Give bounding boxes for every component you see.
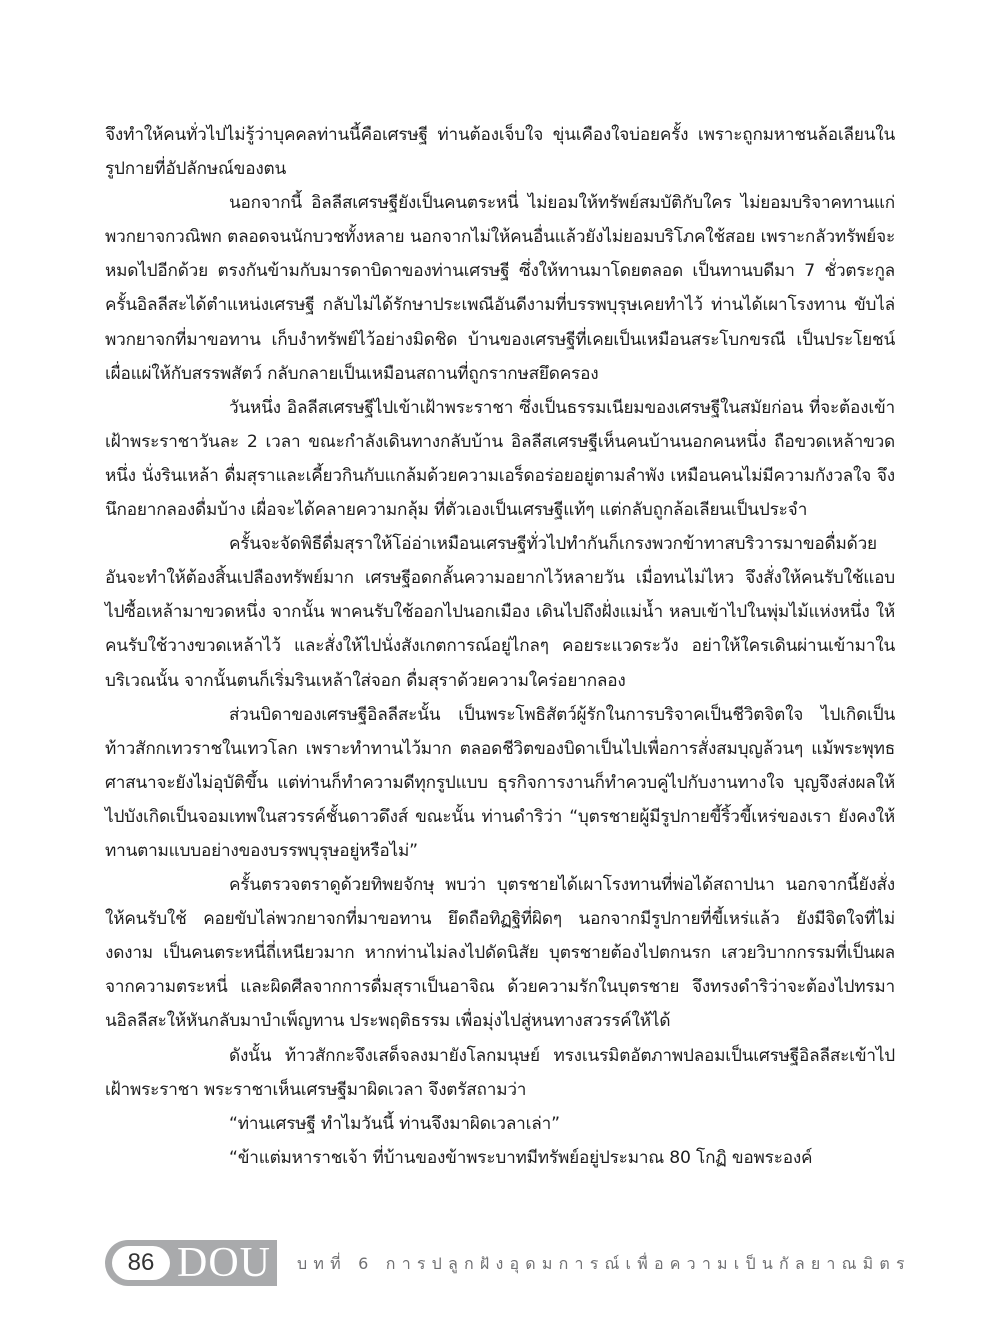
paragraph-1: จึงทำให้คนทั่วไปไม่รู้ว่าบุคคลท่านนี้คือเศรษฐี ท่านต้องเจ็บใจ ขุ่นเคืองใจบ่อยครั้ง เพราะถูกมหาชนล้อเลียนในรูปกายที่อัปลักษณ์ของตน bbox=[105, 125, 895, 180]
paragraph-2: นอกจากนี้ อิลลีสเศรษฐียังเป็นคนตระหนี่ ไม่ยอมให้ทรัพย์สมบัติกับใคร ไม่ยอมบริจาคทานแก่พวกยาจกวณิพก ตลอดจนนักบวชทั้งหลาย นอกจากไม่ให้คนอื่นแล้วยังไม่ยอมบริโภคใช้สอย เพราะกลัวทรัพย์จะหมดไปอีกด้วย ตรงกันข้ามกับมารดาบิดาของท่านเศรษฐี ซึ่งให้ทานมาโดยตลอด เป็นทานบดีมา 7 ชั่วตระกูล ครั้นอิลลีสะได้ตำแหน่งเศรษฐี กลับไม่ได้รักษาประเพณีอันดีงามที่บรรพบุรุษเคยทำไว้ ท่านได้เผาโรงทาน ขับไล่พวกยาจกที่มาขอทาน เก็บงำทรัพย์ไว้อย่างมิดชิด บ้านของเศรษฐีที่เคยเป็นเหมือนสระโบกขรณี เป็นประโยชน์เผื่อแผ่ให้กับสรรพสัตว์ กลับกลายเป็นเหมือนสถานที่ถูกรากษสยึดครอง bbox=[105, 193, 895, 384]
page-footer bbox=[105, 1240, 911, 1286]
quote-2: “ข้าแต่มหาราชเจ้า ที่บ้านของข้าพระบาทมีทรัพย์อยู่ประมาณ 80 โกฏิ ขอพระองค์ bbox=[229, 1147, 813, 1168]
brand-logo: DOU bbox=[177, 1240, 271, 1286]
quote-1: “ท่านเศรษฐี ทำไมวันนี้ ท่านจึงมาผิดเวลาเล่า” bbox=[229, 1113, 560, 1134]
chapter-title: บทที่ 6 การปลูกฝังอุดมการณ์เพื่อความเป็นกัลยาณมิตร bbox=[297, 1254, 911, 1273]
page-number: 86 bbox=[112, 1246, 170, 1280]
body-text bbox=[105, 118, 895, 1175]
footer-badge bbox=[105, 1240, 277, 1286]
paragraph-7: ดังนั้น ท้าวสักกะจึงเสด็จลงมายังโลกมนุษย์ ทรงเนรมิตอัตภาพปลอมเป็นเศรษฐีอิลลีสะเข้าไปเฝ้าพระราชา พระราชาเห็นเศรษฐีมาผิดเวลา จึงตรัสถามว่า bbox=[105, 1045, 895, 1100]
paragraph-3: วันหนึ่ง อิลลีสเศรษฐีไปเข้าเฝ้าพระราชา ซึ่งเป็นธรรมเนียมของเศรษฐีในสมัยก่อน ที่จะต้องเข้าเฝ้าพระราชาวันละ 2 เวลา ขณะกำลังเดินทางกลับบ้าน อิลลีสเศรษฐีเห็นคนบ้านนอกคนหนึ่ง ถือขวดเหล้าขวดหนึ่ง นั่งรินเหล้า ดื่มสุราและเคี้ยวกินกับแกล้มด้วยความเอร็ดอร่อยอยู่ตามลำพัง เหมือนคนไม่มีความกังวลใจ จึงนึกอยากลองดื่มบ้าง เผื่อจะได้คลายความกลุ้ม ที่ตัวเองเป็นเศรษฐีแท้ๆ แต่กลับถูกล้อเลียนเป็นประจำ bbox=[105, 397, 895, 521]
paragraph-5: ส่วนบิดาของเศรษฐีอิลลีสะนั้น เป็นพระโพธิสัตว์ผู้รักในการบริจาคเป็นชีวิตจิตใจ ไปเกิดเป็นท้าวสักกเทวราชในเทวโลก เพราะทำทานไว้มาก ตลอดชีวิตของบิดาเป็นไปเพื่อการสั่งสมบุญล้วนๆ แม้พระพุทธศาสนาจะยังไม่อุบัติขึ้น แต่ท่านก็ทำความดีทุกรูปแบบ ธุรกิจการงานก็ทำควบคู่ไปกับงานทางใจ บุญจึงส่งผลให้ไปบังเกิดเป็นจอมเทพในสวรรค์ชั้นดาวดึงส์ ขณะนั้น ท่านดำริว่า “บุตรชายผู้มีรูปกายขี้ริ้วขี้เหร่ของเรา ยังคงให้ทานตามแบบอย่างของบรรพบุรุษอยู่หรือไม่” bbox=[105, 704, 895, 861]
paragraph-4: ครั้นจะจัดพิธีดื่มสุราให้โอ่อ่าเหมือนเศรษฐีทั่วไปทำกันก็เกรงพวกข้าทาสบริวารมาขอดื่มด้วย อันจะทำให้ต้องสิ้นเปลืองทรัพย์มาก เศรษฐีอดกลั้นความอยากไว้หลายวัน เมื่อทนไม่ไหว จึงสั่งให้คนรับใช้แอบไปซื้อเหล้ามาขวดหนึ่ง จากนั้น พาคนรับใช้ออกไปนอกเมือง เดินไปถึงฝั่งแม่น้ำ หลบเข้าไปในพุ่มไม้แห่งหนึ่ง ให้คนรับใช้วางขวดเหล้าไว้ และสั่งให้ไปนั่งสังเกตการณ์อยู่ไกลๆ คอยระแวดระวัง อย่าให้ใครเดินผ่านเข้ามาในบริเวณนั้น จากนั้นตนก็เริ่มรินเหล้าใส่จอก ดื่มสุราด้วยความใคร่อยากลอง bbox=[105, 534, 895, 691]
paragraph-6: ครั้นตรวจตราดูด้วยทิพยจักษุ พบว่า บุตรชายได้เผาโรงทานที่พ่อได้สถาปนา นอกจากนี้ยังสั่งให้คนรับใช้ คอยขับไล่พวกยาจกที่มาขอทาน ยึดถือทิฏฐิที่ผิดๆ นอกจากมีรูปกายที่ขี้เหร่แล้ว ยังมีจิตใจที่ไม่งดงาม เป็นคนตระหนี่ถี่เหนียวมาก หากท่านไม่ลงไปดัดนิสัย บุตรชายต้องไปตกนรก เสวยวิบากกรรมที่เป็นผลจากความตระหนี่ และผิดศีลจากการดื่มสุราเป็นอาจิณ ด้วยความรักในบุตรชาย จึงทรงดำริว่าจะต้องไปทรมานอิลลีสะให้หันกลับมาบำเพ็ญทาน ประพฤติธรรม เพื่อมุ่งไปสู่หนทางสวรรค์ให้ได้ bbox=[105, 875, 895, 1032]
